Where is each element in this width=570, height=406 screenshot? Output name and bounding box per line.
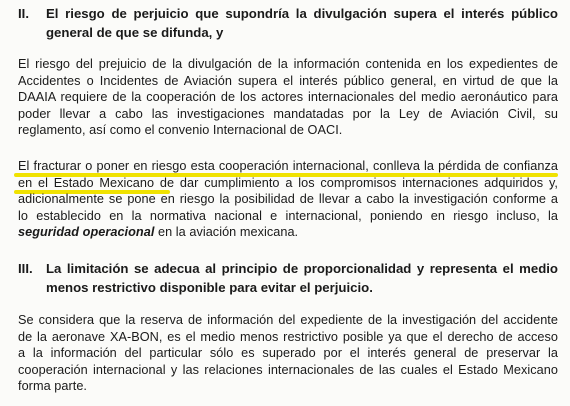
emphasis-text: seguridad operacional [18, 225, 155, 240]
paragraph-2-line-3: adicionalmente se pone en riesgo la posibilidad de llevar a cabo la investigación conforme a [18, 192, 558, 207]
paragraph-1 [18, 56, 558, 139]
paragraph-1-line: Accidentes o Incidentes de Aviación supera el interés público general, en virtud de que la [18, 73, 558, 88]
paragraph-2-line-1: El fracturar o poner en riesgo esta cooperación internacional, conlleva la pérdida de confianza [18, 159, 558, 173]
section-2-title-line-1: El riesgo de perjuicio que supondría la divulgación supera el interés público [46, 6, 558, 21]
highlighted-text: en el Estado Mexicano [18, 175, 155, 190]
paragraph-2-line-2-rest: de dar cumplimiento a los compromisos internaciones adquiridos y, [154, 175, 558, 190]
paragraph-2-line-2 [18, 175, 558, 192]
section-2-number: II. [18, 6, 29, 21]
section-2-heading [18, 4, 558, 42]
paragraph-3-line: forma parte. [18, 379, 87, 394]
paragraph-3-line: cooperación internacional y las relaciones internacionales de las cuales el Estado Mexicano [18, 362, 558, 377]
paragraph-1-line: DAAIA requiere de la cooperación de los actores internacionales del medio aeronáutico para [18, 90, 558, 105]
paragraph-3-line: de la aeronave XA-BON, es el medio menos restrictivo posible ya que el derecho de acceso [18, 329, 558, 344]
section-3-title-line-1: La limitación se adecua al principio de proporcionalidad y representa el medio [46, 261, 558, 276]
paragraph-3-line: a la información del particular sólo es superado por el interés general de preservar la [18, 346, 558, 361]
section-3-title-line-2: menos restrictivo disponible para evitar el perjuicio. [46, 280, 373, 295]
section-3-heading [18, 259, 558, 297]
paragraph-2 [18, 158, 558, 241]
section-3-number: III. [18, 261, 33, 276]
paragraph-1-line: reglamento, así como el convenio Internacional de OACI. [18, 123, 343, 138]
paragraph-1-line: poder llevar a cabo las investigaciones mandatadas por la Ley de Aviación Civil, su [18, 106, 558, 121]
paragraph-2-line-5-rest: en la aviación mexicana. [154, 225, 299, 240]
paragraph-3-line: Se considera que la reserva de información del expediente de la investigación del accidente [18, 313, 558, 327]
paragraph-2-line-4: lo establecido en la normativa nacional e internacional, poniendo en riesgo incluso, la [18, 208, 558, 223]
section-2-title-line-2: general de que se difunda, y [46, 25, 224, 40]
paragraph-3 [18, 312, 558, 395]
paragraph-2-line-5 [18, 224, 558, 241]
paragraph-1-line: El riesgo del prejuicio de la divulgación de la información contenida en los expedientes de [18, 57, 558, 71]
